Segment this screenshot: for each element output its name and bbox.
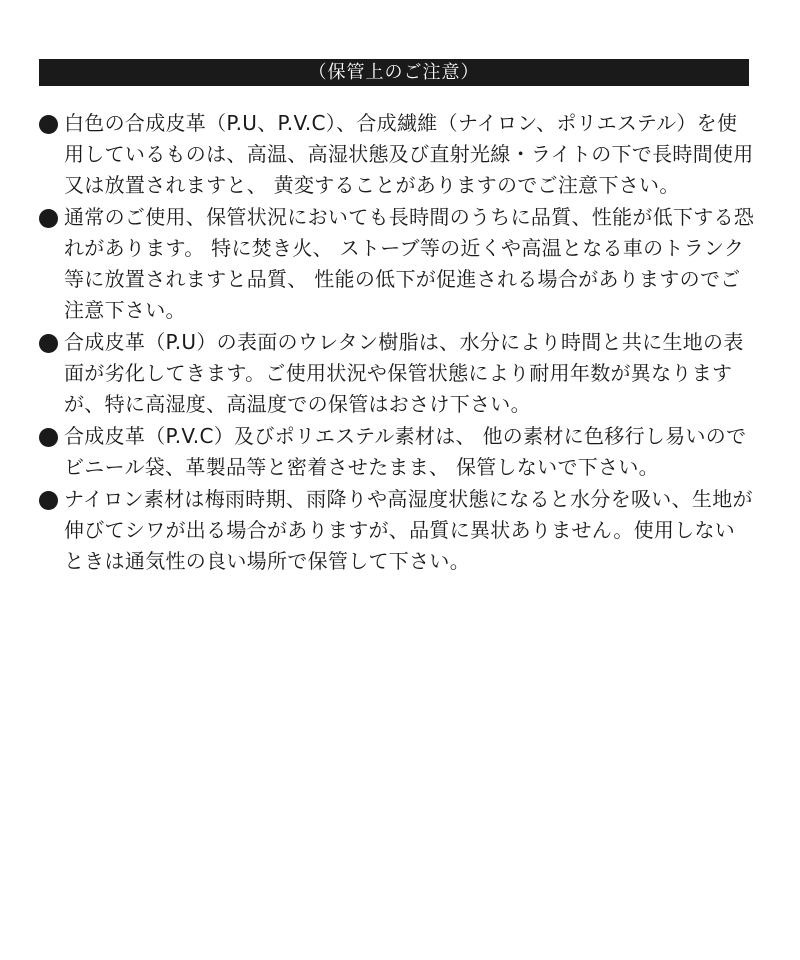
bullet-icon <box>39 334 58 353</box>
notice-text: 通常のご使用、保管状況においても長時間のうちに品質、性能が低下する恐れがあります。 特に焚き火、 ストーブ等の近くや高温となる車のトランク等に放置されますと品質、 性能の低下が促進される場合がありますのでご注意下さい。 <box>64 205 755 322</box>
notice-text: 合成皮革（P.V.C）及びポリエステル素材は、 他の素材に色移行し易いのでビニール袋、革製品等と密着させたまま、 保管しないで下さい。 <box>64 424 747 479</box>
notice-text: 合成皮革（P.U）の表面のウレタン樹脂は、水分により時間と共に生地の表面が劣化してきます。ご使用状況や保管状態により耐用年数が異なりますが、特に高湿度、高温度での保管はおさけ下さい。 <box>64 330 744 416</box>
notice-item <box>39 108 755 201</box>
notice-item <box>39 421 755 483</box>
bullet-icon <box>39 428 58 447</box>
section-title: （保管上のご注意） <box>308 62 480 83</box>
bullet-icon <box>39 115 58 134</box>
bullet-icon <box>39 491 58 510</box>
notice-list <box>39 108 755 578</box>
bullet-icon <box>39 209 58 228</box>
notice-item <box>39 202 755 326</box>
notice-text: ナイロン素材は梅雨時期、雨降りや高湿度状態になると水分を吸い、生地が伸びてシワが出る場合がありますが、品質に異状ありません。使用しないときは通気性の良い場所で保管して下さい。 <box>64 487 753 573</box>
notice-item <box>39 484 755 577</box>
notice-item <box>39 327 755 420</box>
notice-text: 白色の合成皮革（P.U、P.V.C）、合成繊維（ナイロン、ポリエステル）を使用しているものは、高温、高湿状態及び直射光線・ライトの下で長時間使用又は放置されますと、 黄変することがありますのでご注意下さい。 <box>64 111 754 197</box>
section-header-bar <box>39 59 749 86</box>
